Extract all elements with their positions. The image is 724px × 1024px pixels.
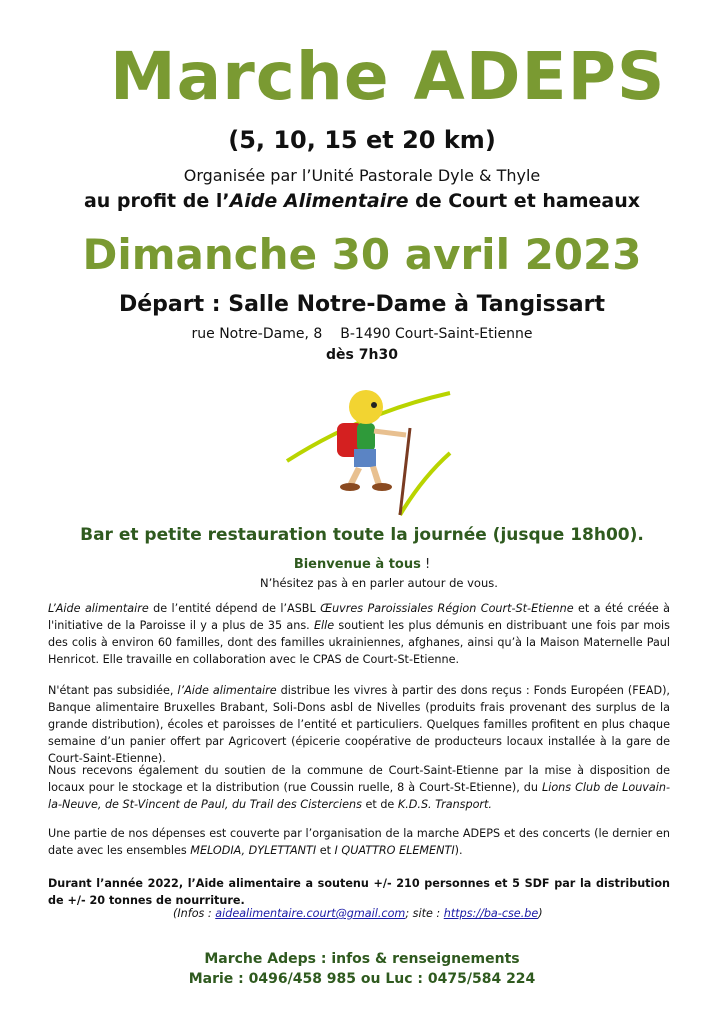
event-date: Dimanche 30 avril 2023 [82, 230, 642, 279]
hiker-icon [282, 383, 452, 518]
contact-middle: ; site : [405, 907, 444, 920]
p3-b: Lions Club de Louvain-la-Neuve, de St-Vincent de Paul, du Trail des Cisterciens [48, 781, 670, 811]
p4-b: MELODIA, DYLETTANTI [190, 844, 317, 857]
address [0, 326, 724, 342]
p4-c: et [316, 844, 335, 857]
p1-a: L’Aide alimentaire [48, 602, 149, 615]
welcome-text: Bienvenue à tous [293, 557, 421, 572]
start-time: dès 7h30 [326, 347, 398, 363]
bar-restauration: Bar et petite restauration toute la journée (jusque 18h00). [80, 525, 644, 545]
footer-phones: Marie : 0496/458 985 ou Luc : 0475/584 224 [188, 971, 536, 987]
email-link[interactable]: aidealimentaire.court@gmail.com [215, 907, 406, 920]
organizer: Organisée par l’Unité Pastorale Dyle & Thyle [183, 166, 541, 185]
p4-d: I QUATTRO ELEMENTI [334, 844, 455, 857]
address-street: rue Notre-Dame, 8 [191, 326, 323, 342]
share-note: N’hésitez pas à en parler autour de vous. [260, 576, 498, 590]
p1-f: soutient les plus démunis en distribuant une fois par mois des colis à environ 60 familles, dont des familles ukrainiennes, afghanes, ainsi qu’à la Maison Maternelle Paul Henricot. Elle travaille en collaboration avec le CPAS de Court-St-Etienne. [48, 619, 670, 666]
p1-b: de l’entité dépend de l’ASBL [148, 602, 321, 615]
p2-c: distribue les vivres à partir des dons reçus : Fonds Européen (FEAD), Banque alimentaire Bruxelles Brabant, Soli-Dons asbl de Nivelles (produits frais provenant des surplus de la grande distribution), écoles et paroisses de l’entité et particuliers. Quelques familles profitent en plus chaque semaine d’un panier offert par Agricovert (épicerie coopérative de producteurs locaux installée à la gare de Court-Saint-Etienne). [48, 684, 670, 765]
paragraph-3 [48, 762, 670, 813]
contact-suffix: ) [538, 907, 543, 920]
p4-e: ). [454, 844, 463, 857]
address-city: B-1490 Court-Saint-Etienne [340, 326, 533, 342]
page-title: Marche ADEPS [110, 38, 666, 115]
welcome-mark: ! [420, 557, 431, 572]
departure: Départ : Salle Notre-Dame à Tangissart [118, 292, 606, 317]
benefit-prefix: au profit de l’ [83, 190, 230, 212]
paragraph-4 [48, 825, 670, 859]
p3-c: et de [361, 798, 398, 811]
contact-prefix: (Infos : [173, 907, 216, 920]
p2-b: l’Aide alimentaire [177, 684, 277, 697]
p1-d: et a été créée à l'initiative de la Paroisse il y a plus de 35 ans. [48, 602, 670, 632]
distances: (5, 10, 15 et 20 km) [228, 126, 496, 154]
paragraph-2 [48, 682, 670, 767]
contact-line [173, 907, 543, 920]
p2-a: N'étant pas subsidiée, [48, 684, 178, 697]
p1-e: Elle [313, 619, 335, 632]
site-link[interactable]: https://ba-cse.be [443, 907, 539, 920]
benefit-suffix: de Court et hameaux [408, 190, 641, 212]
p3-a: Nous recevons également du soutien de la commune de Court-Saint-Etienne par la mise à disposition de locaux pour le stockage et la distribution (rue Coussin ruelle, 8 à Court-St-Etienne), du [48, 764, 670, 794]
paragraph-5-summary: Durant l’année 2022, l’Aide alimentaire a soutenu +/- 210 personnes et 5 SDF par la distribution de +/- 20 tonnes de nourriture. [48, 877, 670, 907]
benefit-italic: Aide Alimentaire [229, 190, 409, 212]
p3-d: K.D.S. Transport. [397, 798, 492, 811]
p4-a: Une partie de nos dépenses est couverte par l’organisation de la marche ADEPS et des concerts (le dernier en date avec les ensembles [48, 827, 670, 857]
p1-c: Œuvres Paroissiales Région Court-St-Etienne [320, 602, 574, 615]
paragraph-1 [48, 600, 670, 668]
footer-title: Marche Adeps : infos & renseignements [204, 951, 520, 967]
benefit-line [0, 190, 724, 212]
welcome [0, 557, 724, 572]
